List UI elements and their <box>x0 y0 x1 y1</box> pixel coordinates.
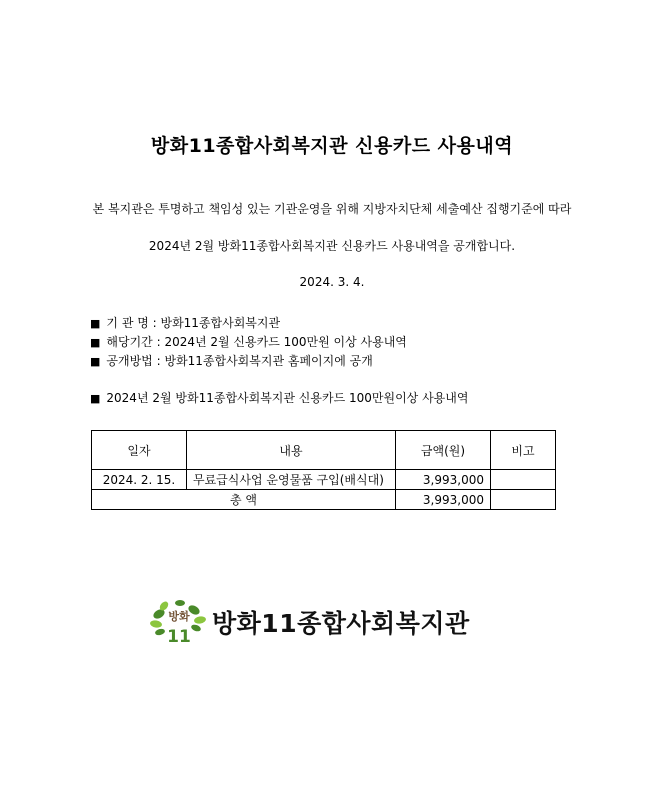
bullet-square-icon: ■ <box>90 336 101 349</box>
logo-mark-text: 방화 <box>168 610 190 623</box>
bullet-square-icon: ■ <box>90 392 101 405</box>
total-amount: 3,993,000 <box>396 490 491 510</box>
total-note <box>491 490 556 510</box>
table-total-row <box>92 490 556 510</box>
header-date: 일자 <box>92 431 187 470</box>
header-note: 비고 <box>491 431 556 470</box>
row-note <box>491 470 556 490</box>
section-title-text: 2024년 2월 방화11종합사회복지관 신용카드 100만원이상 사용내역 <box>106 391 469 405</box>
header-amount: 금액(원) <box>396 431 491 470</box>
info-item-method <box>90 352 407 371</box>
info-item-text: 해당기간 : 2024년 2월 신용카드 100만원 이상 사용내역 <box>106 335 407 349</box>
document-title: 방화11종합사회복지관 신용카드 사용내역 <box>150 135 514 157</box>
usage-table <box>91 430 556 510</box>
row-date: 2024. 2. 15. <box>92 470 187 490</box>
header-description: 내용 <box>187 431 396 470</box>
tree-logo-icon <box>150 598 206 646</box>
intro-line-2: 2024년 2월 방화11종합사회복지관 신용카드 사용내역을 공개합니다. <box>148 239 516 253</box>
section-title <box>90 389 468 406</box>
logo-name: 방화11종합사회복지관 <box>212 609 470 638</box>
info-item-text: 기 관 명 : 방화11종합사회복지관 <box>106 316 281 330</box>
row-amount: 3,993,000 <box>396 470 491 490</box>
total-label: 총 액 <box>92 490 396 510</box>
info-list <box>90 314 407 371</box>
document-date: 2024. 3. 4. <box>299 275 365 289</box>
intro-line-1: 본 복지관은 투명하고 책임성 있는 기관운영을 위해 지방자치단체 세출예산 집행기준에 따라 <box>92 202 572 216</box>
table-row <box>92 470 556 490</box>
logo-mark-number: 11 <box>167 627 191 646</box>
info-item-agency <box>90 314 407 333</box>
bullet-square-icon: ■ <box>90 317 101 330</box>
organization-logo <box>150 598 470 646</box>
info-item-text: 공개방법 : 방화11종합사회복지관 홈페이지에 공개 <box>106 354 373 368</box>
row-description: 무료급식사업 운영물품 구입(배식대) <box>187 470 396 490</box>
bullet-square-icon: ■ <box>90 355 101 368</box>
table-header-row <box>92 431 556 470</box>
info-item-period <box>90 333 407 352</box>
